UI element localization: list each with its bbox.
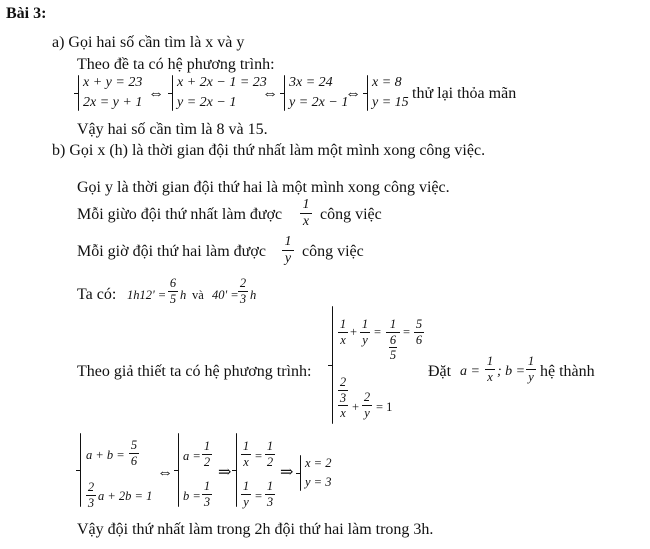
hypothesis-label: Theo giả thiết ta có hệ phương trình: — [77, 363, 312, 380]
eq1-frac-1-y: 1 y — [361, 317, 369, 347]
iff-symbol: ⇔ — [345, 85, 361, 102]
rate-2-text: Mỗi giờ đội thứ hai làm được — [77, 243, 266, 260]
sys-a-brace — [80, 433, 81, 507]
plus-sign: + — [352, 400, 360, 414]
fraction-6-5: 6 5 — [169, 276, 177, 306]
part-a-intro: a) Gọi hai số cần tìm là x và y — [52, 34, 245, 51]
iff-symbol: ⇔ — [262, 85, 278, 102]
equals-sign: = — [255, 489, 263, 503]
eq2-compound-frac: 2 3 x — [339, 375, 347, 420]
sys-d-x: x = 2 — [305, 456, 332, 470]
sys-b-frac-1-2: 1 2 — [203, 439, 211, 469]
eq1-compound-frac: 1 6 5 — [386, 318, 400, 362]
plus-sign: + — [350, 325, 358, 339]
equals-sign: = — [374, 325, 382, 339]
part-b-intro: b) Gọi x (h) là thời gian đội thứ nhất làm một mình xong công việc. — [52, 142, 486, 159]
sys-b-frac-1-3: 1 3 — [203, 479, 211, 509]
equals-one: = 1 — [376, 400, 393, 414]
rate-1-text: Mỗi giừo đội thứ nhất làm được — [77, 206, 283, 223]
fraction-2-3: 2 3 — [239, 276, 247, 306]
iff-symbol: ⇔ — [157, 464, 173, 481]
taco-label: Ta có: — [77, 286, 117, 303]
equals-sign: = — [403, 325, 411, 339]
iff-symbol: ⇔ — [148, 85, 164, 102]
part-a-setup: Theo đề ta có hệ phương trình: — [77, 56, 275, 73]
fraction-1-over-y: 1 y — [282, 235, 294, 266]
eq1-frac-5-6: 5 6 — [415, 317, 423, 347]
sys-c-frac-1-3: 1 3 — [266, 479, 274, 509]
implies-symbol: ⇒ — [218, 464, 232, 481]
sys-c-frac-1-2: 1 2 — [266, 439, 274, 469]
equals-sign: = — [255, 449, 263, 463]
sys-c-frac-1-x: 1 x — [242, 439, 250, 469]
rate-1-unit: công việc — [320, 206, 382, 223]
sys-a-line-1: a + b = — [86, 448, 125, 462]
define-y: Gọi y là thời gian đội thứ hai là một mình xong công việc. — [77, 179, 450, 196]
and-word: và — [192, 288, 204, 302]
sys-b-brace — [178, 433, 179, 507]
sys-c-frac-1-y: 1 y — [242, 479, 250, 509]
substitute-label: Đặt — [428, 363, 452, 380]
sys-d-y: y = 3 — [305, 475, 332, 489]
sub-frac-1-y: 1 y — [527, 354, 535, 384]
sys-a-frac-5-6: 5 6 — [130, 438, 138, 468]
sub-frac-1-x: 1 x — [486, 354, 494, 384]
eq1-frac-1-x: 1 x — [339, 317, 347, 347]
sys-a-frac-2-3: 2 3 — [87, 480, 95, 510]
sys-b-b: b = — [183, 489, 201, 503]
becomes-label: hệ thành — [540, 363, 595, 380]
sub-a: a = — [460, 364, 480, 379]
sys-a-line-2: a + 2b = 1 — [98, 489, 153, 503]
time-2: 40' = — [212, 288, 239, 302]
rate-2-unit: công việc — [302, 243, 364, 260]
sys-c-brace — [236, 433, 237, 507]
time-1: 1h12' = — [127, 288, 167, 302]
eq2-frac-2-y: 2 y — [363, 390, 371, 420]
big-brace — [332, 306, 333, 424]
fraction-1-over-x: 1 x — [300, 198, 312, 229]
sys-b-a: a = — [183, 449, 201, 463]
sys-d-brace — [300, 455, 301, 491]
problem-title: Bài 3: — [6, 5, 47, 22]
part-a-conclusion: Vậy hai số cần tìm là 8 và 15. — [77, 121, 268, 138]
check-note: thử lại thỏa mãn — [412, 85, 517, 102]
sub-b: ; b = — [497, 364, 526, 379]
implies-symbol: ⇒ — [280, 464, 294, 481]
part-b-conclusion: Vậy đội thứ nhất làm trong 2h đội thứ hai làm trong 3h. — [77, 521, 434, 538]
